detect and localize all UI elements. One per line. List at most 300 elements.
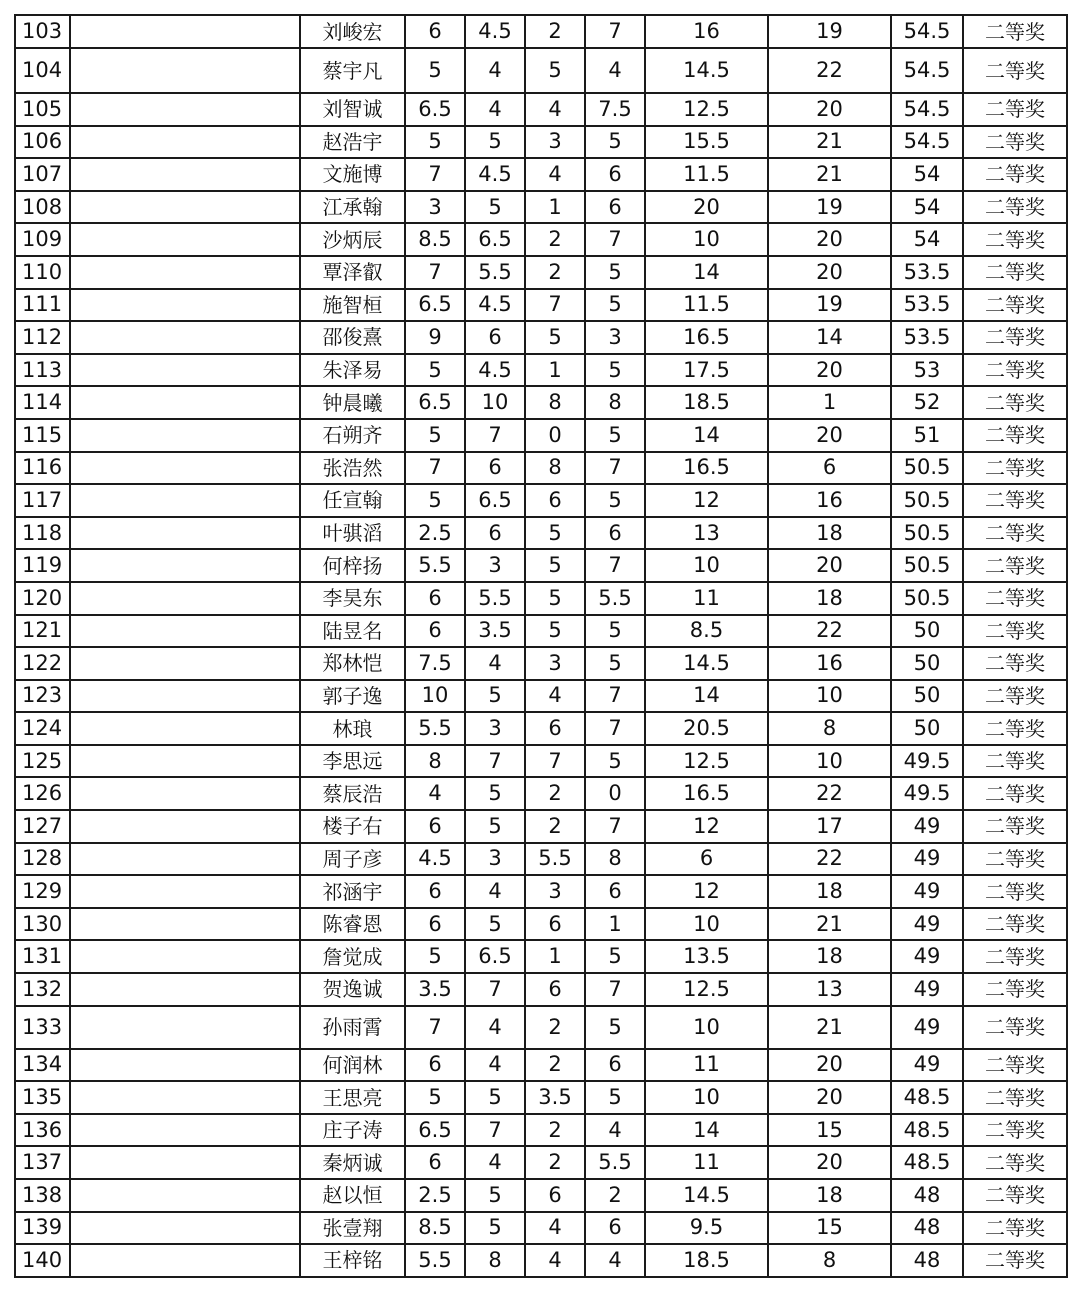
name-cell: 孙雨霄 [300, 1006, 405, 1049]
rank-cell: 118 [15, 517, 70, 550]
blank-cell [70, 615, 300, 648]
score-1-cell: 5 [405, 48, 465, 93]
score-2-cell: 4.5 [465, 289, 525, 322]
score-5-cell: 11.5 [645, 289, 768, 322]
score-3-cell: 8 [525, 452, 585, 485]
score-6-cell: 14 [768, 321, 891, 354]
score-2-cell: 5 [465, 126, 525, 159]
table-row [15, 517, 1067, 550]
score-2-cell: 4.5 [465, 15, 525, 48]
score-4-cell: 6 [585, 158, 645, 191]
score-3-cell: 5 [525, 517, 585, 550]
score-1-cell: 10 [405, 680, 465, 713]
table-row [15, 973, 1067, 1006]
score-3-cell: 4 [525, 1244, 585, 1277]
score-1-cell: 7.5 [405, 647, 465, 680]
table-row [15, 680, 1067, 713]
score-3-cell: 6 [525, 973, 585, 1006]
score-4-cell: 7 [585, 452, 645, 485]
rank-cell: 127 [15, 810, 70, 843]
score-2-cell: 7 [465, 419, 525, 452]
table-row [15, 1006, 1067, 1049]
score-1-cell: 5 [405, 126, 465, 159]
blank-cell [70, 484, 300, 517]
blank-cell [70, 908, 300, 941]
award-cell: 二等奖 [963, 810, 1067, 843]
blank-cell [70, 647, 300, 680]
table-row [15, 908, 1067, 941]
score-3-cell: 4 [525, 93, 585, 126]
table-row [15, 745, 1067, 778]
total-cell: 49 [891, 810, 963, 843]
rank-cell: 117 [15, 484, 70, 517]
score-1-cell: 6 [405, 1146, 465, 1179]
blank-cell [70, 517, 300, 550]
award-cell: 二等奖 [963, 48, 1067, 93]
award-cell: 二等奖 [963, 452, 1067, 485]
score-1-cell: 6 [405, 582, 465, 615]
score-5-cell: 12 [645, 484, 768, 517]
award-cell: 二等奖 [963, 1049, 1067, 1082]
score-6-cell: 21 [768, 908, 891, 941]
score-5-cell: 14.5 [645, 1179, 768, 1212]
award-cell: 二等奖 [963, 680, 1067, 713]
blank-cell [70, 1081, 300, 1114]
score-2-cell: 3 [465, 549, 525, 582]
table-row [15, 321, 1067, 354]
rank-cell: 114 [15, 386, 70, 419]
score-6-cell: 20 [768, 354, 891, 387]
table-row [15, 1049, 1067, 1082]
blank-cell [70, 48, 300, 93]
total-cell: 48.5 [891, 1146, 963, 1179]
score-5-cell: 14.5 [645, 647, 768, 680]
blank-cell [70, 549, 300, 582]
score-4-cell: 1 [585, 908, 645, 941]
score-6-cell: 8 [768, 1244, 891, 1277]
score-4-cell: 6 [585, 875, 645, 908]
score-5-cell: 13.5 [645, 940, 768, 973]
award-cell: 二等奖 [963, 615, 1067, 648]
score-4-cell: 5 [585, 1006, 645, 1049]
award-cell: 二等奖 [963, 256, 1067, 289]
score-4-cell: 8 [585, 386, 645, 419]
score-1-cell: 6.5 [405, 289, 465, 322]
score-1-cell: 3.5 [405, 973, 465, 1006]
blank-cell [70, 419, 300, 452]
blank-cell [70, 354, 300, 387]
score-3-cell: 2 [525, 810, 585, 843]
table-row [15, 289, 1067, 322]
score-6-cell: 8 [768, 712, 891, 745]
score-4-cell: 6 [585, 517, 645, 550]
total-cell: 54.5 [891, 93, 963, 126]
score-1-cell: 7 [405, 452, 465, 485]
score-3-cell: 6 [525, 1179, 585, 1212]
score-3-cell: 5.5 [525, 843, 585, 876]
total-cell: 50 [891, 615, 963, 648]
total-cell: 54 [891, 191, 963, 224]
score-3-cell: 5 [525, 615, 585, 648]
score-2-cell: 3 [465, 843, 525, 876]
name-cell: 赵浩宇 [300, 126, 405, 159]
rank-cell: 125 [15, 745, 70, 778]
score-1-cell: 6 [405, 1049, 465, 1082]
award-cell: 二等奖 [963, 745, 1067, 778]
score-4-cell: 5 [585, 126, 645, 159]
total-cell: 48.5 [891, 1081, 963, 1114]
score-1-cell: 3 [405, 191, 465, 224]
rank-cell: 121 [15, 615, 70, 648]
rank-cell: 113 [15, 354, 70, 387]
blank-cell [70, 810, 300, 843]
score-5-cell: 16.5 [645, 321, 768, 354]
award-cell: 二等奖 [963, 126, 1067, 159]
score-5-cell: 14 [645, 256, 768, 289]
score-5-cell: 10 [645, 908, 768, 941]
score-1-cell: 5.5 [405, 1244, 465, 1277]
name-cell: 王思亮 [300, 1081, 405, 1114]
score-3-cell: 5 [525, 321, 585, 354]
rank-cell: 106 [15, 126, 70, 159]
award-cell: 二等奖 [963, 908, 1067, 941]
score-5-cell: 14.5 [645, 48, 768, 93]
score-1-cell: 5 [405, 940, 465, 973]
table-row [15, 1146, 1067, 1179]
blank-cell [70, 1006, 300, 1049]
rank-cell: 123 [15, 680, 70, 713]
score-2-cell: 5.5 [465, 582, 525, 615]
total-cell: 48 [891, 1244, 963, 1277]
table-row [15, 615, 1067, 648]
total-cell: 49 [891, 1049, 963, 1082]
score-4-cell: 5.5 [585, 1146, 645, 1179]
score-2-cell: 5 [465, 1179, 525, 1212]
rank-cell: 115 [15, 419, 70, 452]
score-1-cell: 8.5 [405, 1212, 465, 1245]
score-1-cell: 2.5 [405, 517, 465, 550]
score-6-cell: 19 [768, 289, 891, 322]
blank-cell [70, 777, 300, 810]
award-cell: 二等奖 [963, 647, 1067, 680]
name-cell: 蔡宇凡 [300, 48, 405, 93]
name-cell: 叶骐滔 [300, 517, 405, 550]
score-3-cell: 2 [525, 223, 585, 256]
award-cell: 二等奖 [963, 1114, 1067, 1147]
score-4-cell: 7 [585, 712, 645, 745]
score-3-cell: 1 [525, 191, 585, 224]
rank-cell: 104 [15, 48, 70, 93]
rank-cell: 116 [15, 452, 70, 485]
name-cell: 赵以恒 [300, 1179, 405, 1212]
blank-cell [70, 321, 300, 354]
score-1-cell: 6 [405, 875, 465, 908]
score-4-cell: 5 [585, 615, 645, 648]
score-1-cell: 8 [405, 745, 465, 778]
score-5-cell: 6 [645, 843, 768, 876]
score-2-cell: 7 [465, 745, 525, 778]
name-cell: 张壹翔 [300, 1212, 405, 1245]
score-3-cell: 8 [525, 386, 585, 419]
name-cell: 覃泽叡 [300, 256, 405, 289]
name-cell: 刘峻宏 [300, 15, 405, 48]
blank-cell [70, 452, 300, 485]
score-2-cell: 5 [465, 1212, 525, 1245]
score-4-cell: 7 [585, 680, 645, 713]
score-5-cell: 18.5 [645, 1244, 768, 1277]
score-2-cell: 5 [465, 680, 525, 713]
table-row [15, 810, 1067, 843]
total-cell: 50.5 [891, 517, 963, 550]
rank-cell: 133 [15, 1006, 70, 1049]
total-cell: 49 [891, 843, 963, 876]
rank-cell: 124 [15, 712, 70, 745]
score-5-cell: 18.5 [645, 386, 768, 419]
score-5-cell: 12.5 [645, 745, 768, 778]
score-5-cell: 9.5 [645, 1212, 768, 1245]
table-row [15, 419, 1067, 452]
name-cell: 任宣翰 [300, 484, 405, 517]
score-3-cell: 4 [525, 1212, 585, 1245]
award-cell: 二等奖 [963, 354, 1067, 387]
score-4-cell: 7 [585, 223, 645, 256]
score-2-cell: 5 [465, 1081, 525, 1114]
score-1-cell: 5.5 [405, 712, 465, 745]
score-6-cell: 20 [768, 256, 891, 289]
score-6-cell: 22 [768, 843, 891, 876]
score-6-cell: 16 [768, 647, 891, 680]
score-4-cell: 6 [585, 191, 645, 224]
blank-cell [70, 745, 300, 778]
table-row [15, 712, 1067, 745]
award-cell: 二等奖 [963, 1212, 1067, 1245]
rank-cell: 136 [15, 1114, 70, 1147]
blank-cell [70, 875, 300, 908]
score-6-cell: 18 [768, 1179, 891, 1212]
score-6-cell: 6 [768, 452, 891, 485]
total-cell: 49.5 [891, 745, 963, 778]
table-row [15, 223, 1067, 256]
total-cell: 49 [891, 875, 963, 908]
award-cell: 二等奖 [963, 191, 1067, 224]
table-row [15, 256, 1067, 289]
rank-cell: 110 [15, 256, 70, 289]
award-cell: 二等奖 [963, 1244, 1067, 1277]
blank-cell [70, 1049, 300, 1082]
score-5-cell: 20 [645, 191, 768, 224]
blank-cell [70, 843, 300, 876]
total-cell: 53.5 [891, 321, 963, 354]
score-6-cell: 18 [768, 940, 891, 973]
rank-cell: 120 [15, 582, 70, 615]
score-2-cell: 3.5 [465, 615, 525, 648]
score-6-cell: 22 [768, 615, 891, 648]
score-6-cell: 10 [768, 745, 891, 778]
score-3-cell: 2 [525, 1049, 585, 1082]
total-cell: 50 [891, 712, 963, 745]
table-row [15, 1212, 1067, 1245]
name-cell: 施智桓 [300, 289, 405, 322]
score-5-cell: 14 [645, 680, 768, 713]
blank-cell [70, 223, 300, 256]
award-cell: 二等奖 [963, 93, 1067, 126]
score-4-cell: 5 [585, 419, 645, 452]
score-3-cell: 3 [525, 875, 585, 908]
award-cell: 二等奖 [963, 15, 1067, 48]
rank-cell: 129 [15, 875, 70, 908]
score-4-cell: 8 [585, 843, 645, 876]
table-body [15, 15, 1067, 1277]
score-3-cell: 1 [525, 940, 585, 973]
total-cell: 52 [891, 386, 963, 419]
score-4-cell: 6 [585, 1212, 645, 1245]
blank-cell [70, 582, 300, 615]
score-3-cell: 2 [525, 1114, 585, 1147]
blank-cell [70, 1244, 300, 1277]
award-cell: 二等奖 [963, 289, 1067, 322]
score-2-cell: 5 [465, 777, 525, 810]
total-cell: 49 [891, 908, 963, 941]
rank-cell: 112 [15, 321, 70, 354]
name-cell: 张浩然 [300, 452, 405, 485]
score-3-cell: 1 [525, 354, 585, 387]
score-4-cell: 7 [585, 549, 645, 582]
score-6-cell: 20 [768, 1146, 891, 1179]
total-cell: 48 [891, 1212, 963, 1245]
name-cell: 詹觉成 [300, 940, 405, 973]
award-cell: 二等奖 [963, 1146, 1067, 1179]
score-1-cell: 7 [405, 1006, 465, 1049]
score-5-cell: 12 [645, 875, 768, 908]
total-cell: 54.5 [891, 15, 963, 48]
score-1-cell: 6 [405, 908, 465, 941]
name-cell: 李思远 [300, 745, 405, 778]
blank-cell [70, 1146, 300, 1179]
total-cell: 50.5 [891, 484, 963, 517]
blank-cell [70, 386, 300, 419]
award-cell: 二等奖 [963, 321, 1067, 354]
award-cell: 二等奖 [963, 973, 1067, 1006]
score-1-cell: 5 [405, 1081, 465, 1114]
rank-cell: 103 [15, 15, 70, 48]
total-cell: 48 [891, 1179, 963, 1212]
award-cell: 二等奖 [963, 1081, 1067, 1114]
name-cell: 李昊东 [300, 582, 405, 615]
blank-cell [70, 1212, 300, 1245]
table-row [15, 126, 1067, 159]
name-cell: 石朔齐 [300, 419, 405, 452]
score-6-cell: 22 [768, 48, 891, 93]
blank-cell [70, 289, 300, 322]
total-cell: 49 [891, 973, 963, 1006]
name-cell: 祁涵宇 [300, 875, 405, 908]
blank-cell [70, 712, 300, 745]
score-6-cell: 20 [768, 223, 891, 256]
score-1-cell: 6 [405, 15, 465, 48]
blank-cell [70, 15, 300, 48]
score-3-cell: 3 [525, 126, 585, 159]
total-cell: 54 [891, 223, 963, 256]
award-cell: 二等奖 [963, 1006, 1067, 1049]
blank-cell [70, 973, 300, 1006]
table-row [15, 875, 1067, 908]
total-cell: 53.5 [891, 289, 963, 322]
total-cell: 49.5 [891, 777, 963, 810]
score-2-cell: 5 [465, 191, 525, 224]
score-5-cell: 16 [645, 15, 768, 48]
total-cell: 50 [891, 680, 963, 713]
table-row [15, 582, 1067, 615]
score-3-cell: 2 [525, 777, 585, 810]
score-6-cell: 20 [768, 93, 891, 126]
table-row [15, 93, 1067, 126]
score-3-cell: 2 [525, 15, 585, 48]
score-2-cell: 4 [465, 1049, 525, 1082]
score-2-cell: 4 [465, 875, 525, 908]
score-6-cell: 19 [768, 191, 891, 224]
score-6-cell: 20 [768, 549, 891, 582]
award-cell: 二等奖 [963, 712, 1067, 745]
rank-cell: 137 [15, 1146, 70, 1179]
name-cell: 庄子涛 [300, 1114, 405, 1147]
score-5-cell: 10 [645, 1006, 768, 1049]
blank-cell [70, 191, 300, 224]
award-cell: 二等奖 [963, 549, 1067, 582]
score-5-cell: 12.5 [645, 973, 768, 1006]
score-3-cell: 6 [525, 908, 585, 941]
score-1-cell: 5 [405, 354, 465, 387]
rank-cell: 131 [15, 940, 70, 973]
score-table [14, 14, 1068, 1278]
score-3-cell: 0 [525, 419, 585, 452]
score-4-cell: 5 [585, 354, 645, 387]
rank-cell: 111 [15, 289, 70, 322]
score-2-cell: 7 [465, 1114, 525, 1147]
score-5-cell: 11 [645, 582, 768, 615]
total-cell: 50.5 [891, 582, 963, 615]
score-5-cell: 11.5 [645, 158, 768, 191]
name-cell: 邵俊熹 [300, 321, 405, 354]
total-cell: 49 [891, 1006, 963, 1049]
score-3-cell: 2 [525, 1006, 585, 1049]
table-row [15, 1114, 1067, 1147]
score-2-cell: 6 [465, 452, 525, 485]
name-cell: 秦炳诚 [300, 1146, 405, 1179]
score-3-cell: 3.5 [525, 1081, 585, 1114]
score-3-cell: 5 [525, 582, 585, 615]
rank-cell: 130 [15, 908, 70, 941]
score-6-cell: 19 [768, 15, 891, 48]
total-cell: 53 [891, 354, 963, 387]
rank-cell: 108 [15, 191, 70, 224]
rank-cell: 132 [15, 973, 70, 1006]
score-1-cell: 5 [405, 484, 465, 517]
score-1-cell: 2.5 [405, 1179, 465, 1212]
score-1-cell: 5.5 [405, 549, 465, 582]
table-row [15, 549, 1067, 582]
score-6-cell: 21 [768, 158, 891, 191]
score-6-cell: 13 [768, 973, 891, 1006]
award-cell: 二等奖 [963, 419, 1067, 452]
table-row [15, 15, 1067, 48]
name-cell: 钟晨曦 [300, 386, 405, 419]
table-row [15, 843, 1067, 876]
total-cell: 50 [891, 647, 963, 680]
blank-cell [70, 158, 300, 191]
award-cell: 二等奖 [963, 1179, 1067, 1212]
score-1-cell: 6.5 [405, 1114, 465, 1147]
score-6-cell: 10 [768, 680, 891, 713]
